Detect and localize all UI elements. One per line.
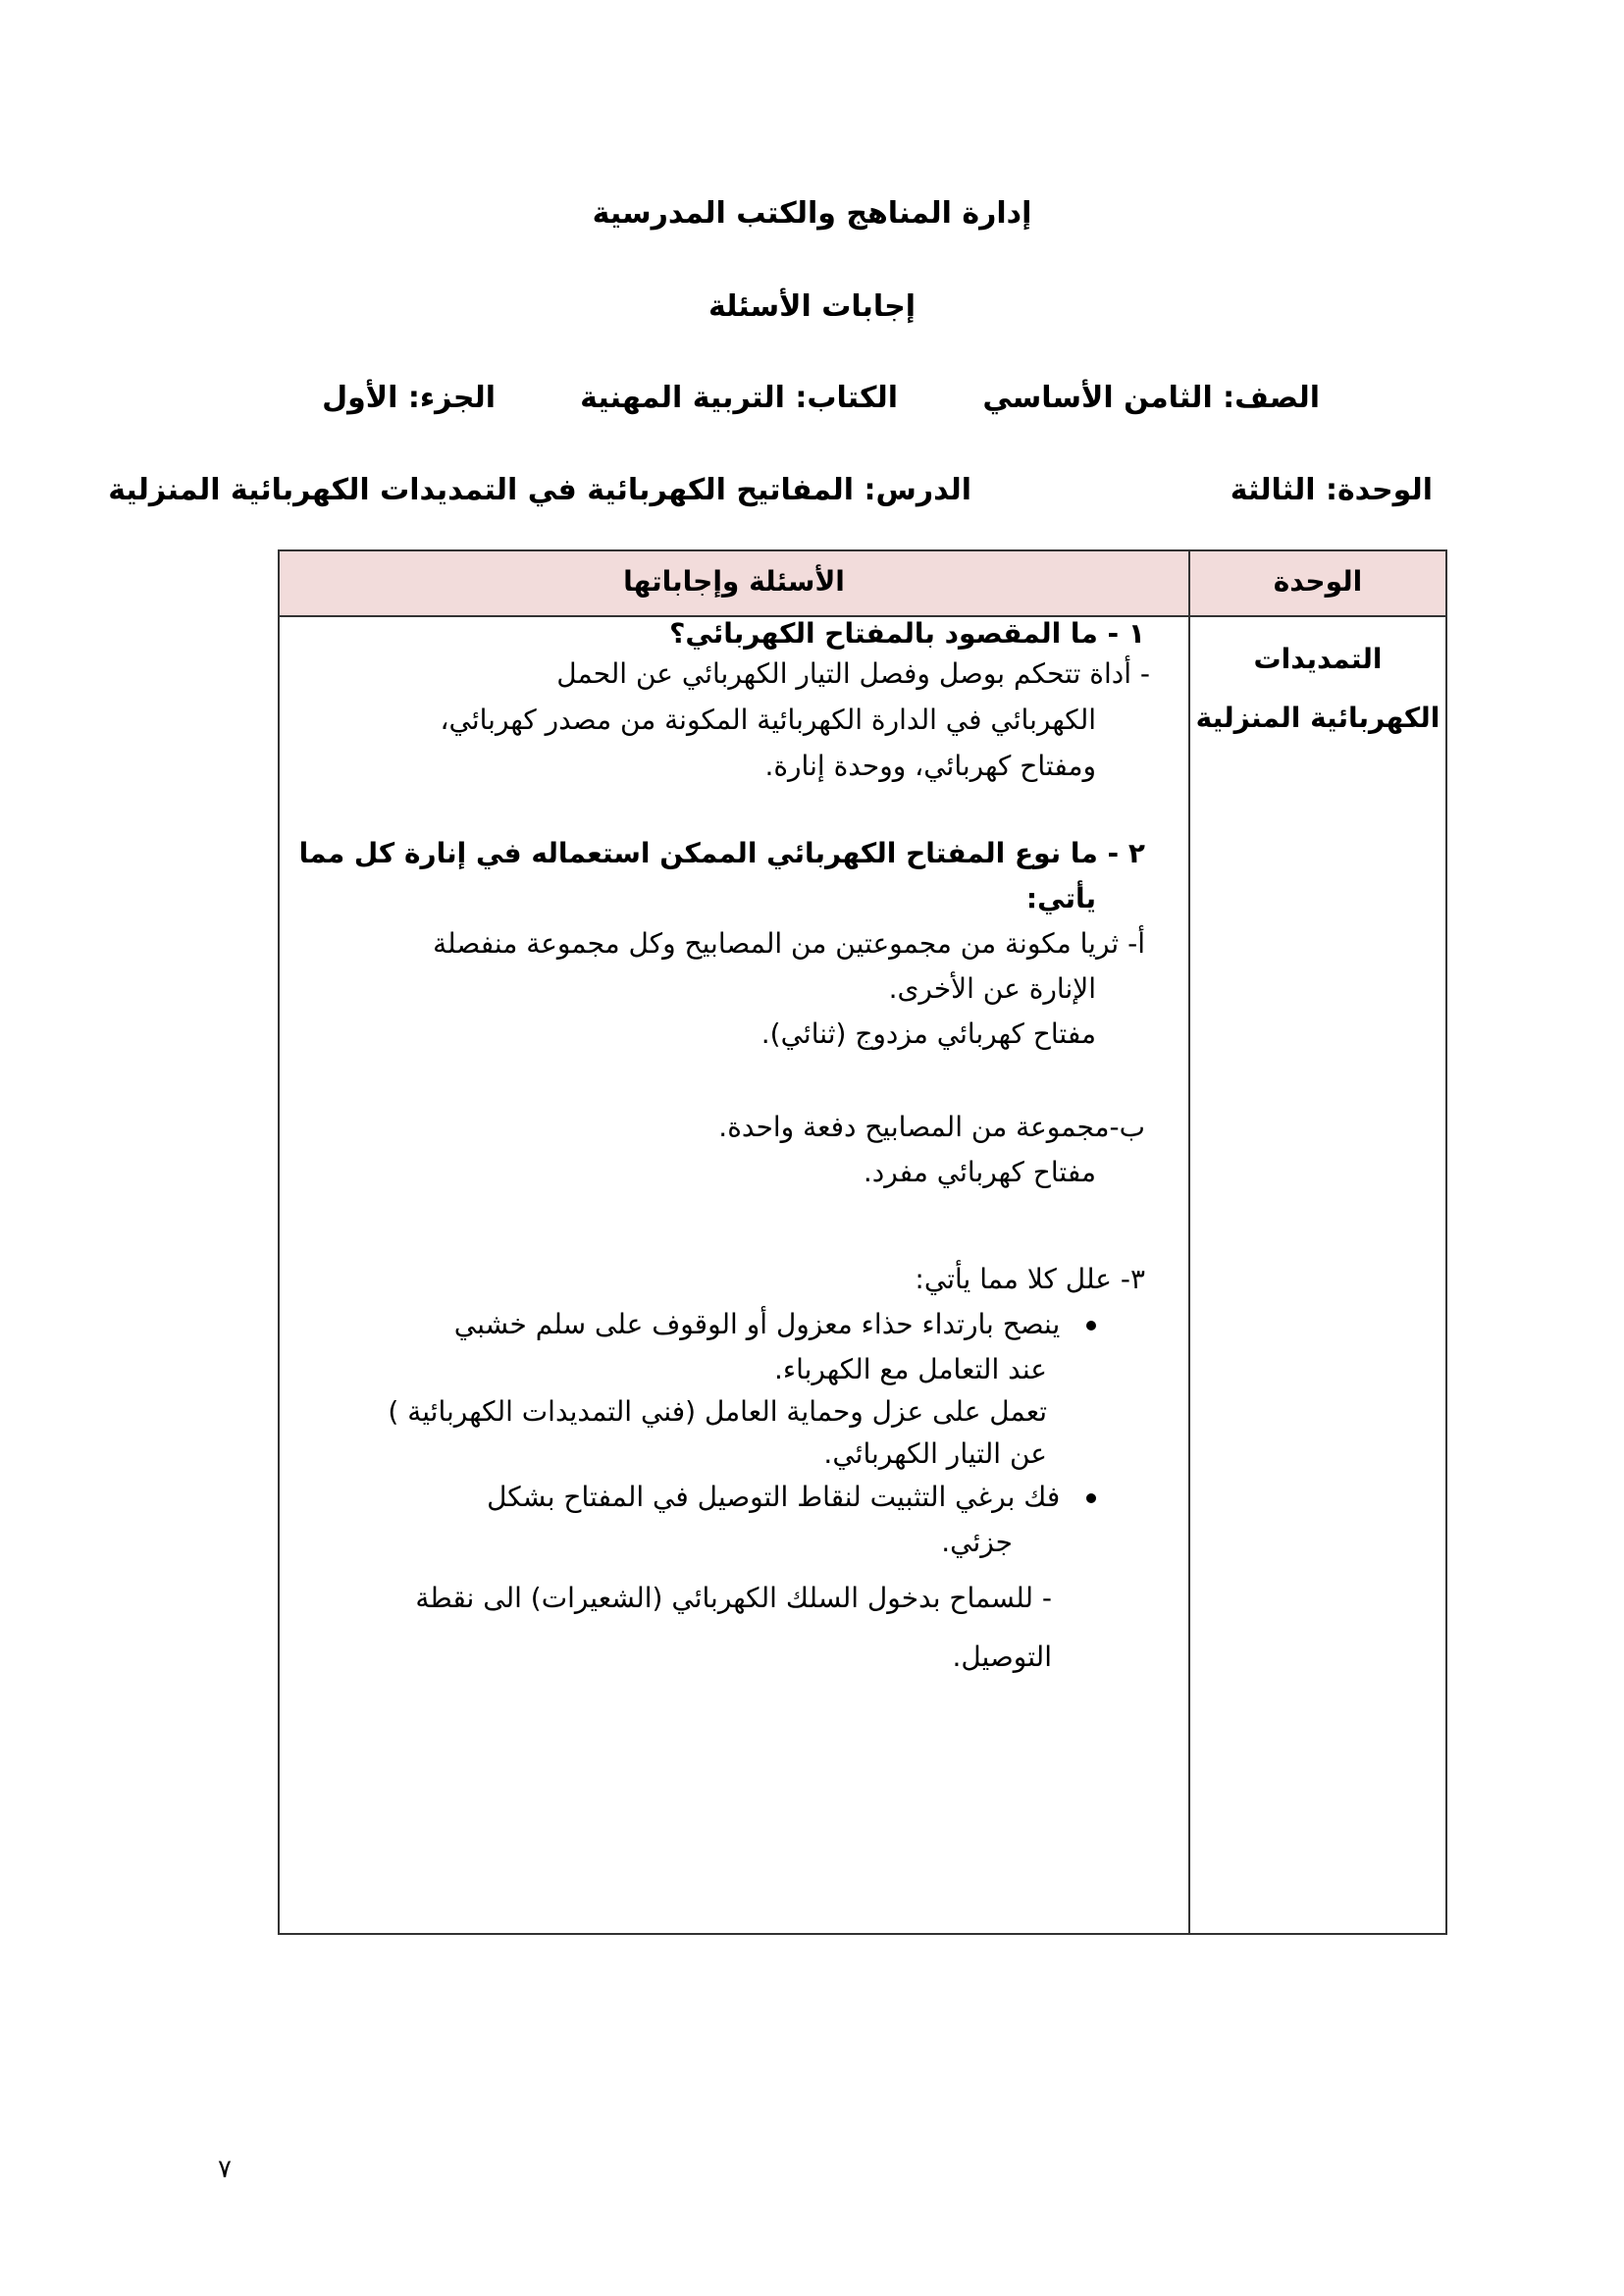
bullet-icon (1086, 1493, 1096, 1503)
unit-cell-line1: التمديدات (1253, 643, 1383, 675)
answer-3a-line2: عن التيار الكهربائي. (823, 1437, 1047, 1470)
unit-cell (1190, 630, 1445, 748)
unit-column-header: الوحدة (1273, 565, 1363, 598)
page-title: إجابات الأسئلة (707, 289, 917, 324)
question-3b-line2: جزئي. (941, 1526, 1013, 1558)
question-1: ١ - ما المقصود بالمفتاح الكهربائي؟ (669, 617, 1145, 650)
question-2a-line2: الإنارة عن الأخرى. (888, 972, 1096, 1005)
answer-1-line2: الكهربائي في الدارة الكهربائية المكونة من مصدر كهربائي، (440, 704, 1096, 736)
column-divider (1188, 551, 1190, 1933)
unit-label: الوحدة: الثالثة (1230, 473, 1433, 507)
question-3a-line1 (454, 1308, 1096, 1340)
question-3a-text: ينصح بارتداء حذاء معزول أو الوقوف على سلم خشبي (453, 1308, 1061, 1340)
unit-cell-line2: الكهربائية المنزلية (1195, 702, 1441, 734)
qa-column-header: الأسئلة وإجاباتها (623, 565, 845, 598)
question-3b-text: فك برغي التثبيت لنقاط التوصيل في المفتاح بشكل (487, 1481, 1061, 1513)
question-2-line2: يأتي: (1025, 882, 1096, 914)
part-label: الجزء: الأول (322, 381, 496, 415)
page-number: ٧ (218, 2155, 232, 2184)
answer-2a: مفتاح كهربائي مزدوج (ثنائي). (760, 1018, 1096, 1050)
answer-1-line3: ومفتاح كهربائي، ووحدة إنارة. (764, 750, 1096, 782)
question-2-line1: ٢ - ما نوع المفتاح الكهربائي الممكن استعماله في إنارة كل مما (298, 837, 1145, 869)
bullet-icon (1086, 1321, 1096, 1331)
question-2b-line1: ب-مجموعة من المصابيح دفعة واحدة. (718, 1111, 1145, 1143)
question-3: ٣- علل كلا مما يأتي: (915, 1263, 1145, 1295)
lesson-label: الدرس: المفاتيح الكهربائية في التمديدات الكهربائية المنزلية (108, 473, 971, 507)
answer-3a-line1: تعمل على عزل وحماية العامل (فني التمديدات الكهربائية ) (388, 1395, 1047, 1428)
department-title: إدارة المناهج والكتب المدرسية (592, 196, 1032, 231)
answer-2b: مفتاح كهربائي مفرد. (863, 1156, 1096, 1188)
qa-table (278, 549, 1447, 1935)
answer-3b-line2: التوصيل. (952, 1641, 1052, 1673)
grade-label: الصف: الثامن الأساسي (982, 381, 1320, 415)
question-2a-line1: أ- ثريا مكونة من مجموعتين من المصابيح وكل مجموعة منفصلة (433, 927, 1145, 960)
answer-1-line1: - أداة تتحكم بوصل وفصل التيار الكهربائي عن الحمل (556, 657, 1150, 690)
answer-3b-line1: - للسماح بدخول السلك الكهربائي (الشعيرات) الى نقطة (415, 1582, 1052, 1614)
book-label: الكتاب: التربية المهنية (580, 381, 898, 415)
question-3a-line2: عند التعامل مع الكهرباء. (774, 1353, 1047, 1385)
question-3b-line1 (487, 1481, 1096, 1513)
